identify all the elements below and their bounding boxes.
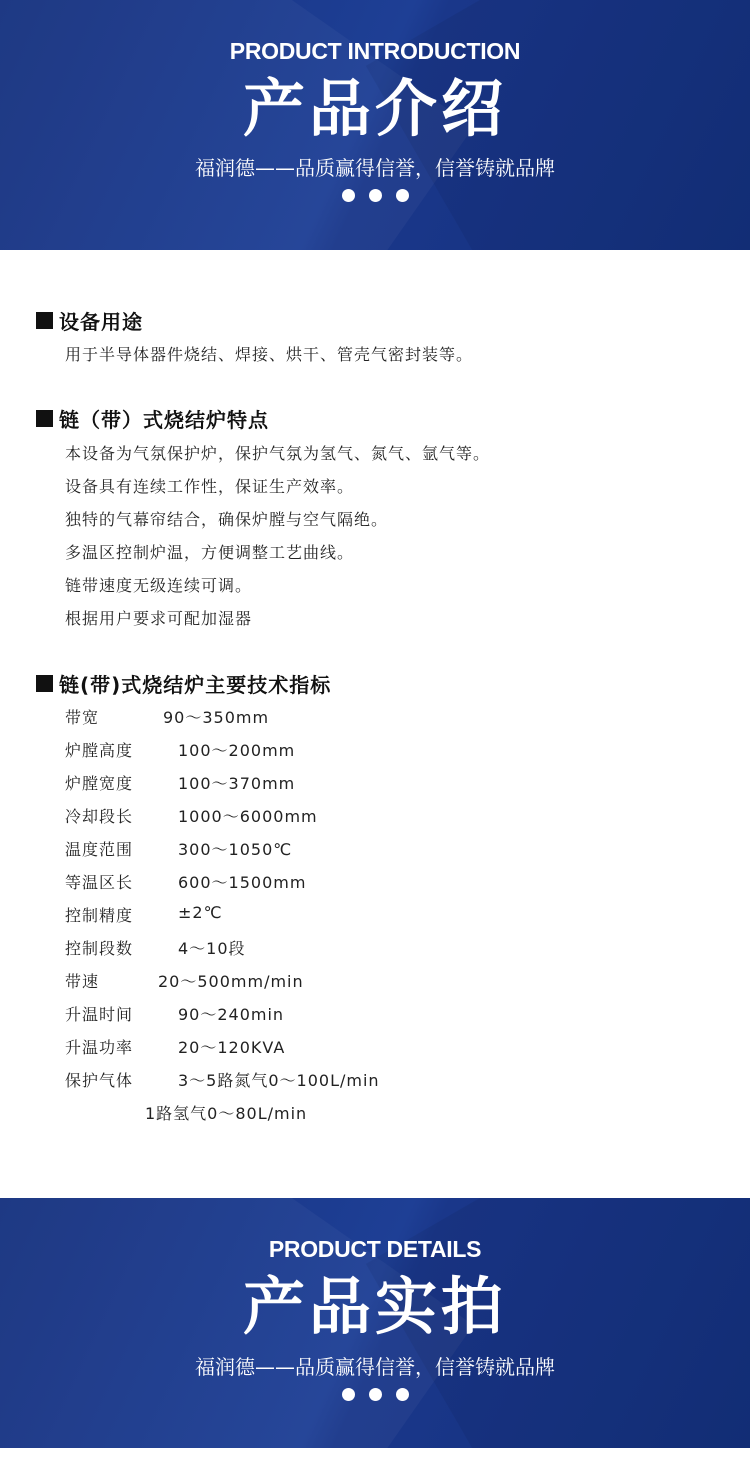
- banner-cn-title: 产品介绍: [242, 72, 507, 145]
- square-bullet-icon: [36, 410, 53, 427]
- feature-item: 设备具有连续工作性，保证生产效率。: [65, 477, 355, 496]
- spec-label: 炉膛高度: [65, 741, 134, 760]
- dot-icon: [369, 1388, 382, 1401]
- spec-value: ±2℃: [178, 903, 223, 922]
- usage-heading-text: 设备用途: [59, 310, 143, 334]
- spec-value: 4～10段: [178, 939, 246, 958]
- specs-heading: [36, 669, 331, 698]
- spec-label: 等温区长: [65, 873, 134, 892]
- feature-item: 独特的气幕帘结合，确保炉膛与空气隔绝。: [65, 510, 389, 529]
- spec-label: 保护气体: [65, 1071, 134, 1090]
- banner-en-title: PRODUCT INTRODUCTION: [229, 38, 521, 64]
- square-bullet-icon: [36, 312, 53, 329]
- banner-slogan: 福润德——品质赢得信誉，信誉铸就品牌: [195, 156, 555, 180]
- usage-heading: [36, 306, 143, 335]
- banner-slogan: 福润德——品质赢得信誉，信誉铸就品牌: [195, 1355, 555, 1379]
- spec-value: 90～240min: [178, 1005, 285, 1024]
- spec-label: 冷却段长: [65, 807, 134, 826]
- feature-item: 本设备为气氛保护炉，保护气氛为氢气、氮气、氩气等。: [65, 444, 491, 463]
- spec-value: 20～500mm/min: [158, 972, 304, 991]
- dot-icon: [369, 189, 382, 202]
- spec-label: 控制段数: [65, 939, 134, 958]
- spec-value: 90～350mm: [163, 708, 270, 727]
- dot-icon: [342, 189, 355, 202]
- spec-label: 炉膛宽度: [65, 774, 134, 793]
- square-bullet-icon: [36, 675, 53, 692]
- spec-value: 100～200mm: [178, 741, 296, 760]
- spec-label: 控制精度: [65, 906, 134, 925]
- intro-banner: [0, 0, 750, 250]
- spec-label: 升温功率: [65, 1038, 134, 1057]
- details-banner: [0, 1198, 750, 1448]
- feature-item: 链带速度无级连续可调。: [65, 576, 253, 595]
- spec-label: 带速: [65, 972, 100, 991]
- banner-dots: [0, 1388, 750, 1401]
- feature-item: 多温区控制炉温，方便调整工艺曲线。: [65, 543, 355, 562]
- spec-value: 1000～6000mm: [178, 807, 318, 826]
- features-heading-text: 链（带）式烧结炉特点: [59, 408, 269, 432]
- spec-value-extra: 1路氢气0～80L/min: [145, 1104, 308, 1123]
- dot-icon: [342, 1388, 355, 1401]
- banner-en-title: PRODUCT DETAILS: [268, 1236, 482, 1262]
- spec-value: 100～370mm: [178, 774, 296, 793]
- banner-cn-title: 产品实拍: [242, 1270, 507, 1343]
- spec-label: 带宽: [65, 708, 100, 727]
- specs-heading-text: 链(带)式烧结炉主要技术指标: [59, 673, 332, 697]
- spec-value: 3～5路氮气0～100L/min: [178, 1071, 380, 1090]
- usage-text: 用于半导体器件烧结、焊接、烘干、管壳气密封装等。: [65, 345, 474, 364]
- features-heading: [36, 404, 269, 433]
- dot-icon: [396, 1388, 409, 1401]
- spec-value: 20～120KVA: [178, 1038, 286, 1057]
- spec-label: 升温时间: [65, 1005, 134, 1024]
- banner-dots: [0, 189, 750, 202]
- spec-value: 600～1500mm: [178, 873, 307, 892]
- feature-item: 根据用户要求可配加湿器: [65, 609, 253, 628]
- dot-icon: [396, 189, 409, 202]
- spec-label: 温度范围: [65, 840, 134, 859]
- spec-value: 300～1050℃: [178, 840, 293, 859]
